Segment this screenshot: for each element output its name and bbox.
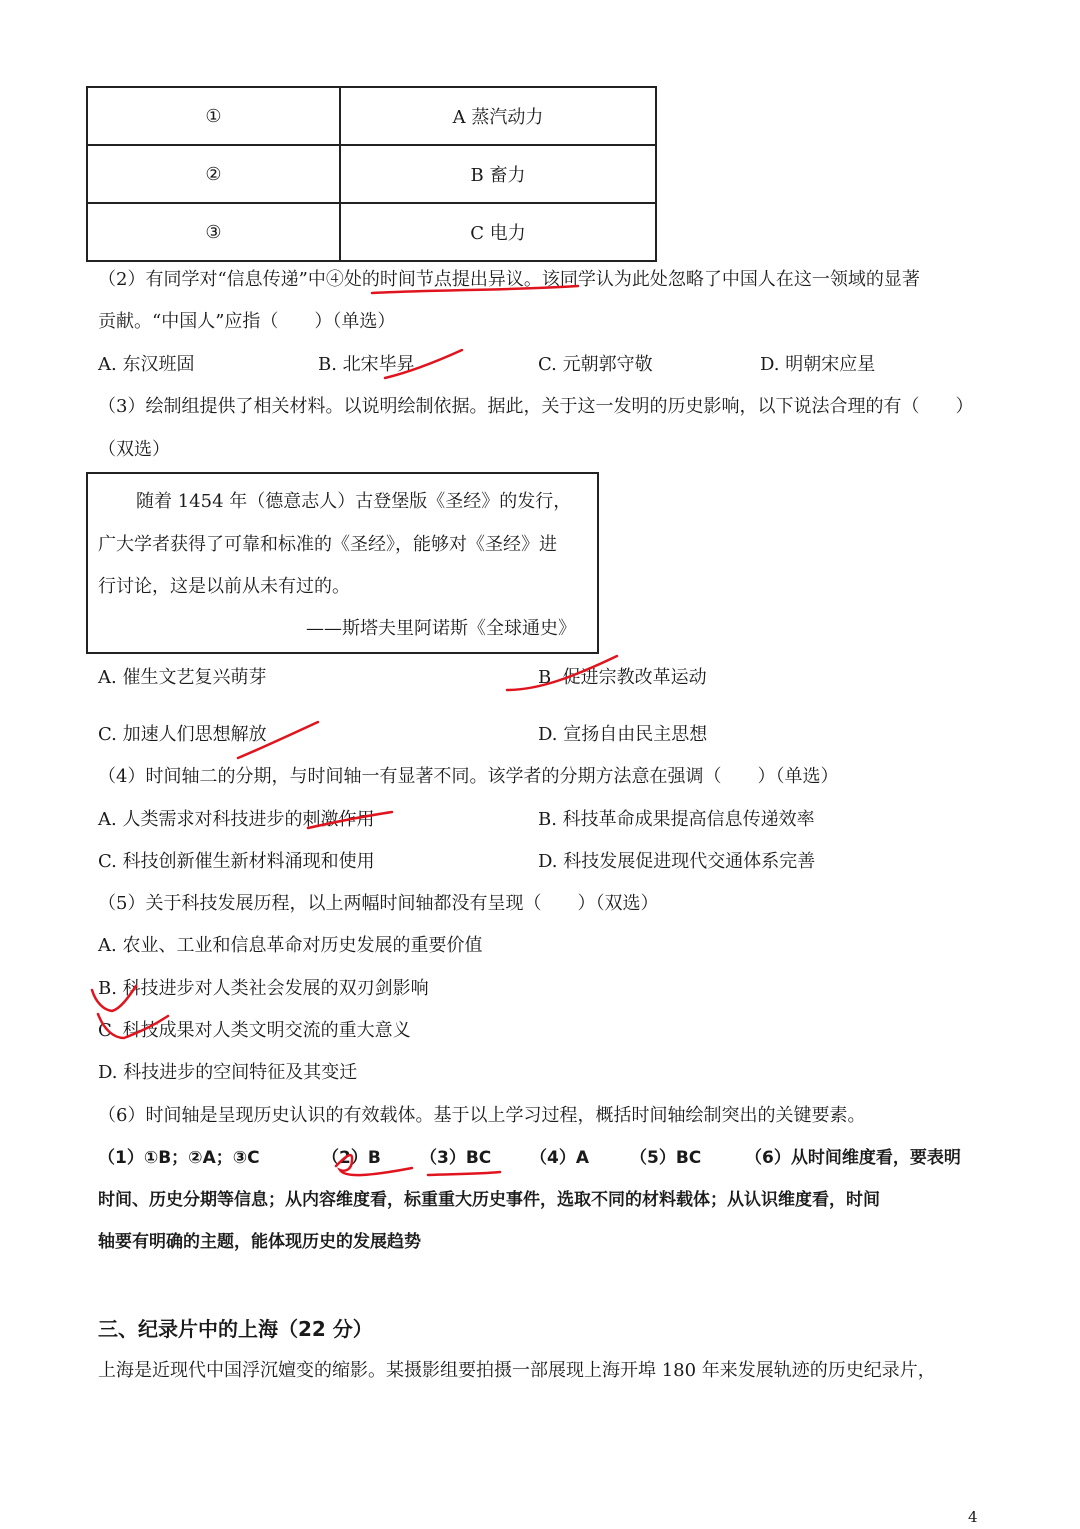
option-c: C. 加速人们思想解放: [98, 724, 267, 745]
section-heading: 三、纪录片中的上海（22 分）: [98, 1317, 373, 1341]
option-c: C. 科技成果对人类文明交流的重大意义: [98, 1020, 411, 1041]
option-d: D. 宣扬自由民主思想: [538, 724, 708, 745]
answer-4: （4）A: [530, 1148, 589, 1168]
answer-3: （3）BC: [420, 1148, 492, 1168]
answer-line-2: 时间、历史分期等信息；从内容维度看，标重重大历史事件，选取不同的材料载体；从认识维度看，时间: [98, 1190, 880, 1210]
table-cell-value: B 畜力: [340, 145, 656, 203]
answer-6: （6）从时间维度看，要表明: [745, 1148, 961, 1168]
option-a: A. 农业、工业和信息革命对历史发展的重要价值: [98, 935, 483, 956]
answer-2: （2）B: [322, 1148, 381, 1168]
page-number: 4: [968, 1508, 978, 1526]
option-b: B. 促进宗教改革运动: [538, 667, 707, 688]
question-2-line-1: （2）有同学对“信息传递”中④处的时间节点提出异议。该同学认为此处忽略了中国人在这一领域的显著: [98, 269, 920, 290]
option-c: C. 科技创新催生新材料涌现和使用: [98, 851, 375, 872]
option-d: D. 明朝宋应星: [760, 354, 876, 375]
quote-line: 随着 1454 年（德意志人）古登堡版《圣经》的发行，: [136, 491, 572, 512]
power-source-table: [86, 86, 657, 262]
underline-mark: [428, 1172, 500, 1175]
question-3-line-2: （双选）: [98, 439, 170, 460]
table-row: [87, 203, 656, 261]
question-6-line-1: （6）时间轴是呈现历史认识的有效载体。基于以上学习过程，概括时间轴绘制突出的关键要素。: [98, 1105, 866, 1126]
option-b: B. 北宋毕昇: [318, 354, 415, 375]
answer-line-3: 轴要有明确的主题，能体现历史的发展趋势: [98, 1232, 421, 1252]
question-4-line-1: （4）时间轴二的分期，与时间轴一有显著不同。该学者的分期方法意在强调（ ）（单选）: [98, 766, 839, 787]
quote-source: ——斯塔夫里阿诺斯《全球通史》: [306, 618, 576, 639]
answer-5: （5）BC: [630, 1148, 702, 1168]
table-cell-number: ②: [87, 145, 340, 203]
section-3-line-1: 上海是近现代中国浮沉嬗变的缩影。某摄影组要拍摄一部展现上海开埠 180 年来发展轨迹的历史纪录片，: [98, 1360, 936, 1381]
option-b: B. 科技进步对人类社会发展的双刃剑影响: [98, 978, 429, 999]
option-c: C. 元朝郭守敬: [538, 354, 653, 375]
option-a: A. 催生文艺复兴萌芽: [98, 667, 267, 688]
table-cell-number: ①: [87, 87, 340, 145]
question-5-line-1: （5）关于科技发展历程，以上两幅时间轴都没有呈现（ ）（双选）: [98, 893, 659, 914]
table-row: [87, 145, 656, 203]
table-cell-number: ③: [87, 203, 340, 261]
answer-1: （1）①B；②A；③C: [98, 1148, 260, 1168]
question-3-line-1: （3）绘制组提供了相关材料。以说明绘制依据。据此，关于这一发明的历史影响，以下说法合理的有（ ）: [98, 396, 974, 417]
option-a: A. 人类需求对科技进步的刺激作用: [98, 809, 375, 830]
table-cell-value: A 蒸汽动力: [340, 87, 656, 145]
table-row: [87, 87, 656, 145]
question-2-line-2: 贡献。“中国人”应指（ ）（单选）: [98, 311, 396, 332]
quote-line: 广大学者获得了可靠和标准的《圣经》，能够对《圣经》进: [98, 534, 557, 555]
option-b: B. 科技革命成果提高信息传递效率: [538, 809, 815, 830]
option-d: D. 科技进步的空间特征及其变迁: [98, 1062, 358, 1083]
option-a: A. 东汉班固: [98, 354, 195, 375]
option-d: D. 科技发展促进现代交通体系完善: [538, 851, 816, 872]
quote-box: [86, 472, 599, 654]
table-cell-value: C 电力: [340, 203, 656, 261]
quote-line: 行讨论，这是以前从未有过的。: [98, 576, 350, 597]
